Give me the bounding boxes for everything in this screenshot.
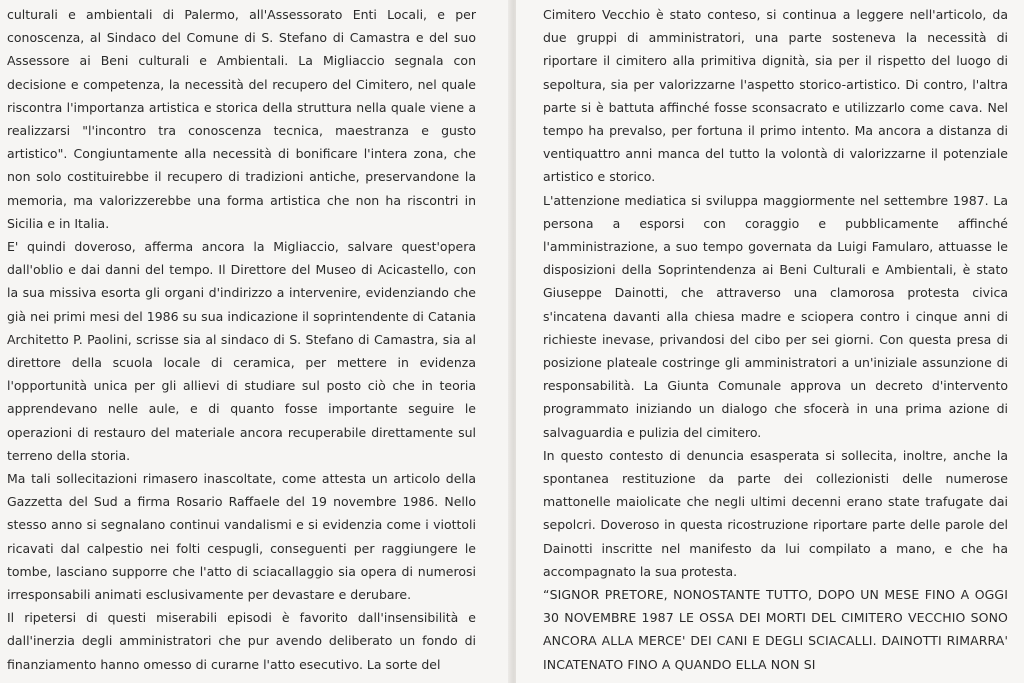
paragraph: Il ripetersi di questi miserabili episodi è favorito dall'insensibilità e dall'inerzia degli amministratori che pur avendo deliberato un fondo di finanziamento hanno omesso di curarne l'atto esecutivo. La sorte del [7, 610, 476, 672]
paragraph: culturali e ambientali di Palermo, all'Assessorato Enti Locali, e per conoscenza, al Sindaco del Comune di S. Stefano di Camastra e del suo Assessore ai Beni culturali e Ambientali. La Migliaccio segnala con decisione e competenza, la necessità del recupero del Cimitero, nel quale riscontra l'importanza artistica e storica della struttura nella quale viene a realizzarsi "l'incontro tra conoscenza tecnica, maestranza e gusto artistico". Congiuntamente alla necessità di bonificare l'intera zona, che non solo costituirebbe il recupero di tradizioni antiche, preservandone la memoria, ma valorizzerebbe una forma artistica che non ha riscontri in Sicilia e in Italia. [7, 7, 476, 231]
right-page [516, 0, 1024, 683]
paragraph: E' quindi doveroso, afferma ancora la Migliaccio, salvare quest'opera dall'oblio e dai danni del tempo. Il Direttore del Museo di Acicastello, con la sua missiva esorta gli organi d'indirizzo a intervenire, evidenziando che già nei primi mesi del 1986 su sua indicazione il soprintendente di Catania Architetto P. Paolini, scrisse sia al sindaco di S. Stefano di Camastra, sia al direttore della scuola locale di ceramica, per mettere in evidenza l'opportunità unica per gli allievi di studiare sul posto ciò che in teoria apprendevano nelle aule, e di quanto fosse importante seguire le operazioni di restauro del materiale ancora recuperabile direttamente sul terreno della storia. [7, 239, 476, 463]
right-text-column [543, 3, 1008, 676]
manifesto-quote: “SIGNOR PRETORE, NONOSTANTE TUTTO, DOPO UN MESE FINO A OGGI 30 NOVEMBRE 1987 LE OSSA DEI MORTI DEL CIMITERO VECCHIO SONO ANCORA ALLA MERCE' DEI CANI E DEGLI SCIACALLI. DAINOTTI RIMARRA' INCATENATO FINO A QUANDO ELLA NON SI [543, 587, 1008, 672]
paragraph: Ma tali sollecitazioni rimasero inascoltate, come attesta un articolo della Gazzetta del Sud a firma Rosario Raffaele del 19 novembre 1986. Nello stesso anno si segnalano continui vandalismi e si evidenzia come i viottoli ricavati dal calpestio nei folti cespugli, conseguenti per raggiungere le tombe, lasciano supporre che l'atto di sciacallaggio sia opera di numerosi irresponsabili animati esclusivamente per devastare e derubare. [7, 471, 476, 603]
paragraph: Cimitero Vecchio è stato conteso, si continua a leggere nell'articolo, da due gruppi di amministratori, una parte sosteneva la necessità di riportare il cimitero alla primitiva dignità, sia per il rispetto del luogo di sepoltura, sia per valorizzarne l'aspetto storico-artistico. Di contro, l'altra parte si è battuta affinché fosse sconsacrato e utilizzarlo come cava. Nel tempo ha prevalso, per fortuna il primo intento. Ma ancora a distanza di ventiquattro anni manca del tutto la volontà di valorizzarne il potenziale artistico e storico. [543, 7, 1008, 185]
paragraph: In questo contesto di denuncia esasperata si sollecita, inoltre, anche la spontanea restituzione da parte dei collezionisti delle numerose mattonelle maiolicate che negli ultimi decenni erano state trafugate dai sepolcri. Doveroso in questa ricostruzione riportare parte delle parole del Dainotti inscritte nel manifesto da lui compilato a mano, e che ha accompagnato la sua protesta. [543, 447, 1008, 579]
paragraph: L'attenzione mediatica si sviluppa maggiormente nel settembre 1987. La persona a esporsi con coraggio e pubblicamente affinché l'amministrazione, a suo tempo governata da Luigi Famularo, attuasse le disposizioni della Soprintendenza ai Beni Culturali e Ambientali, è stato Giuseppe Dainotti, che attraverso una clamorosa protesta civica s'incatena davanti alla chiesa madre e sciopera contro i cinque anni di richieste inevase, privandosi del cibo per sei giorni. Con questa presa di posizione plateale costringe gli amministratori a un'iniziale assunzione di responsabilità. La Giunta Comunale approva un decreto d'intervento programmato iniziando un dialogo che sfocerà in una prima azione di salvaguardia e pulizia del cimitero. [543, 192, 1008, 440]
left-text-column [7, 3, 476, 676]
